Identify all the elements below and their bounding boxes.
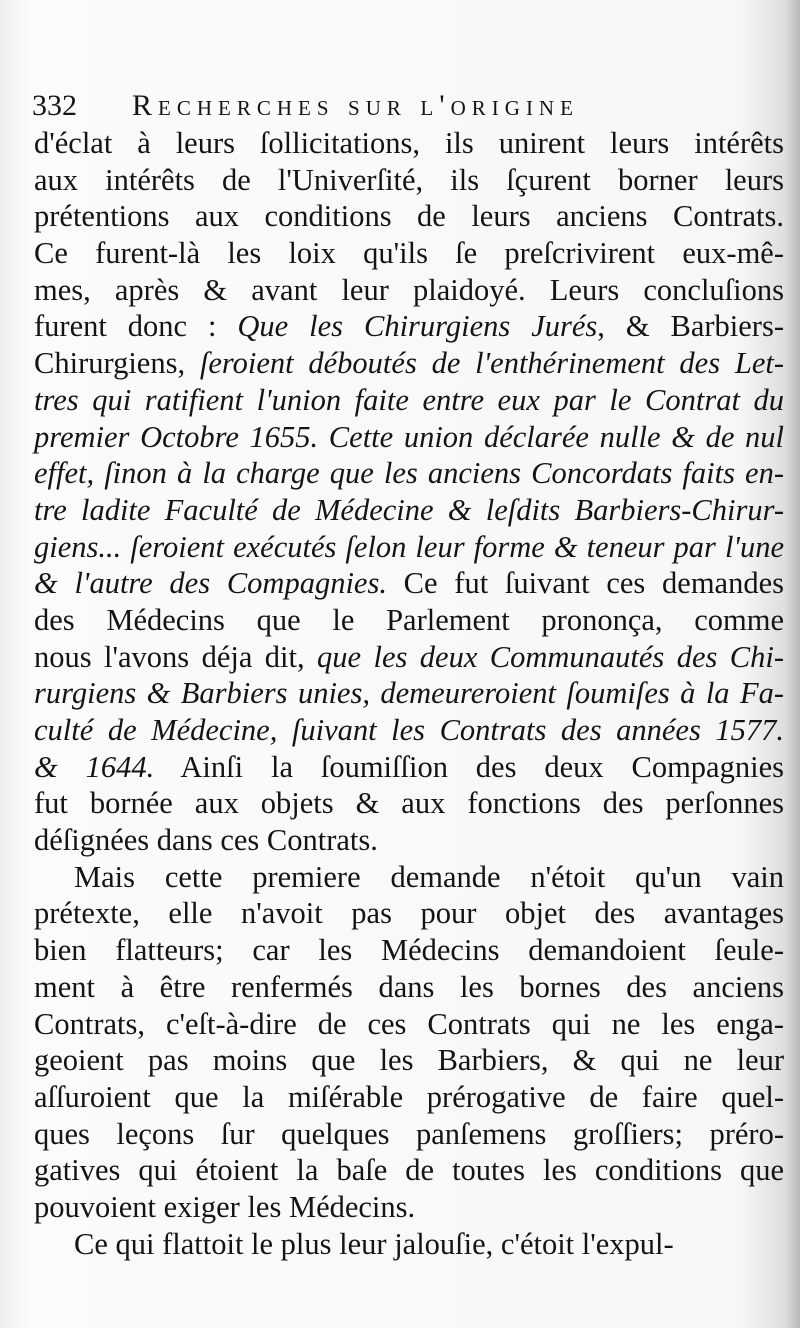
text-line <box>34 162 784 199</box>
italic-text-segment: tre ladite Faculté de Médecine & leſdits Barbiers-Chirur- <box>34 492 784 527</box>
text-line <box>34 272 784 309</box>
text-line <box>34 419 784 456</box>
text-line <box>34 1189 784 1226</box>
text-segment: ques leçons ſur quelques panſemens groſſiers; préro- <box>34 1116 784 1151</box>
text-segment: , & Barbiers- <box>597 309 784 344</box>
text-line <box>34 712 784 749</box>
text-segment: ment à être renfermés dans les bornes des anciens <box>34 969 784 1004</box>
text-segment: des Médecins que le Parlement prononça, comme <box>34 602 784 637</box>
text-segment: bien flatteurs; car les Médecins demandoient ſeule- <box>34 933 784 968</box>
text-segment: prétentions aux conditions de leurs anciens Contrats. <box>34 199 784 234</box>
text-segment: d'éclat à leurs ſollicitations, ils unirent leurs intérêts <box>34 126 784 160</box>
running-title: Recherches sur l'origine <box>132 89 579 122</box>
text-segment: nous l'avons déja dit, <box>34 639 318 674</box>
text-line <box>34 198 784 235</box>
text-segment: furent donc : <box>34 309 238 344</box>
text-line <box>34 308 784 345</box>
text-line <box>34 639 784 676</box>
text-line <box>34 932 784 969</box>
text-segment: Ainſi la ſoumiſſion des deux Compagnies <box>154 749 784 784</box>
text-segment: Ce fut ſuivant ces demandes <box>386 566 784 601</box>
page-number: 332 <box>32 89 77 122</box>
text-line <box>34 1079 784 1116</box>
italic-text-segment: premier Octobre 1655. Cette union déclarée nulle & de nul <box>34 419 784 454</box>
text-segment: pouvoient exiger les Médecins. <box>34 1189 416 1224</box>
text-line <box>34 675 784 712</box>
italic-text-segment: giens... ſeroient exécutés ſelon leur forme & teneur par l'une <box>34 529 784 564</box>
text-line <box>34 602 784 639</box>
text-segment: Chirurgiens, <box>34 346 200 381</box>
text-line <box>34 125 784 162</box>
text-line <box>34 822 784 859</box>
text-segment: mes, après & avant leur plaidoyé. Leurs concluſions <box>34 272 784 307</box>
text-line <box>34 1226 784 1263</box>
text-segment: gatives qui étoient la baſe de toutes les conditions que <box>34 1153 784 1188</box>
text-segment: geoient pas moins que les Barbiers, & qui ne leur <box>34 1043 784 1078</box>
text-line <box>34 1116 784 1153</box>
italic-text-segment: & l'autre des Compagnies. <box>34 566 387 601</box>
text-line <box>34 455 784 492</box>
text-segment: aux intérêts de l'Univerſité, ils ſçurent borner leurs <box>34 162 784 197</box>
text-line <box>34 565 784 602</box>
page-header <box>32 86 732 126</box>
italic-text-segment: ſeroient déboutés de l'enthérinement des Let- <box>199 346 784 381</box>
text-segment: déſignées dans ces Contrats. <box>34 823 378 858</box>
text-line <box>34 1042 784 1079</box>
text-line <box>34 235 784 272</box>
text-segment: Ce furent-là les loix qu'ils ſe preſcrivirent eux-mê- <box>34 236 784 271</box>
italic-text-segment: & 1644. <box>34 749 155 784</box>
italic-text-segment: tres qui ratifient l'union faite entre eux par le Contrat du <box>34 382 784 417</box>
text-line <box>34 859 784 896</box>
text-segment: fut bornée aux objets & aux fonctions des perſonnes <box>34 786 784 821</box>
text-segment: Mais cette premiere demande n'étoit qu'un vain <box>74 859 784 894</box>
italic-text-segment: que les deux Communautés des Chi- <box>317 639 784 674</box>
text-line <box>34 785 784 822</box>
text-line <box>34 1006 784 1043</box>
text-segment: aſſuroient que la miſérable prérogative de faire quel- <box>34 1079 784 1114</box>
italic-text-segment: effet, ſinon à la charge que les anciens Concordats faits en- <box>34 456 784 491</box>
text-line <box>34 492 784 529</box>
text-line <box>34 529 784 566</box>
italic-text-segment: culté de Médecine, ſuivant les Contrats des années 1577. <box>34 713 784 747</box>
text-line <box>34 969 784 1006</box>
italic-text-segment: Que les Chirurgiens Jurés <box>237 309 598 344</box>
text-line <box>34 749 784 786</box>
text-segment: prétexte, elle n'avoit pas pour objet des avantages <box>34 896 784 931</box>
text-line <box>34 382 784 419</box>
body-text <box>34 125 784 1262</box>
text-line <box>34 1152 784 1189</box>
text-segment: Contrats, c'eſt-à-dire de ces Contrats qui ne les enga- <box>34 1006 784 1041</box>
text-line <box>34 895 784 932</box>
text-line <box>34 345 784 382</box>
italic-text-segment: rurgiens & Barbiers unies, demeureroient ſoumiſes à la Fa- <box>34 676 784 711</box>
text-segment: Ce qui flattoit le plus leur jalouſie, c'étoit l'expul- <box>74 1226 674 1261</box>
